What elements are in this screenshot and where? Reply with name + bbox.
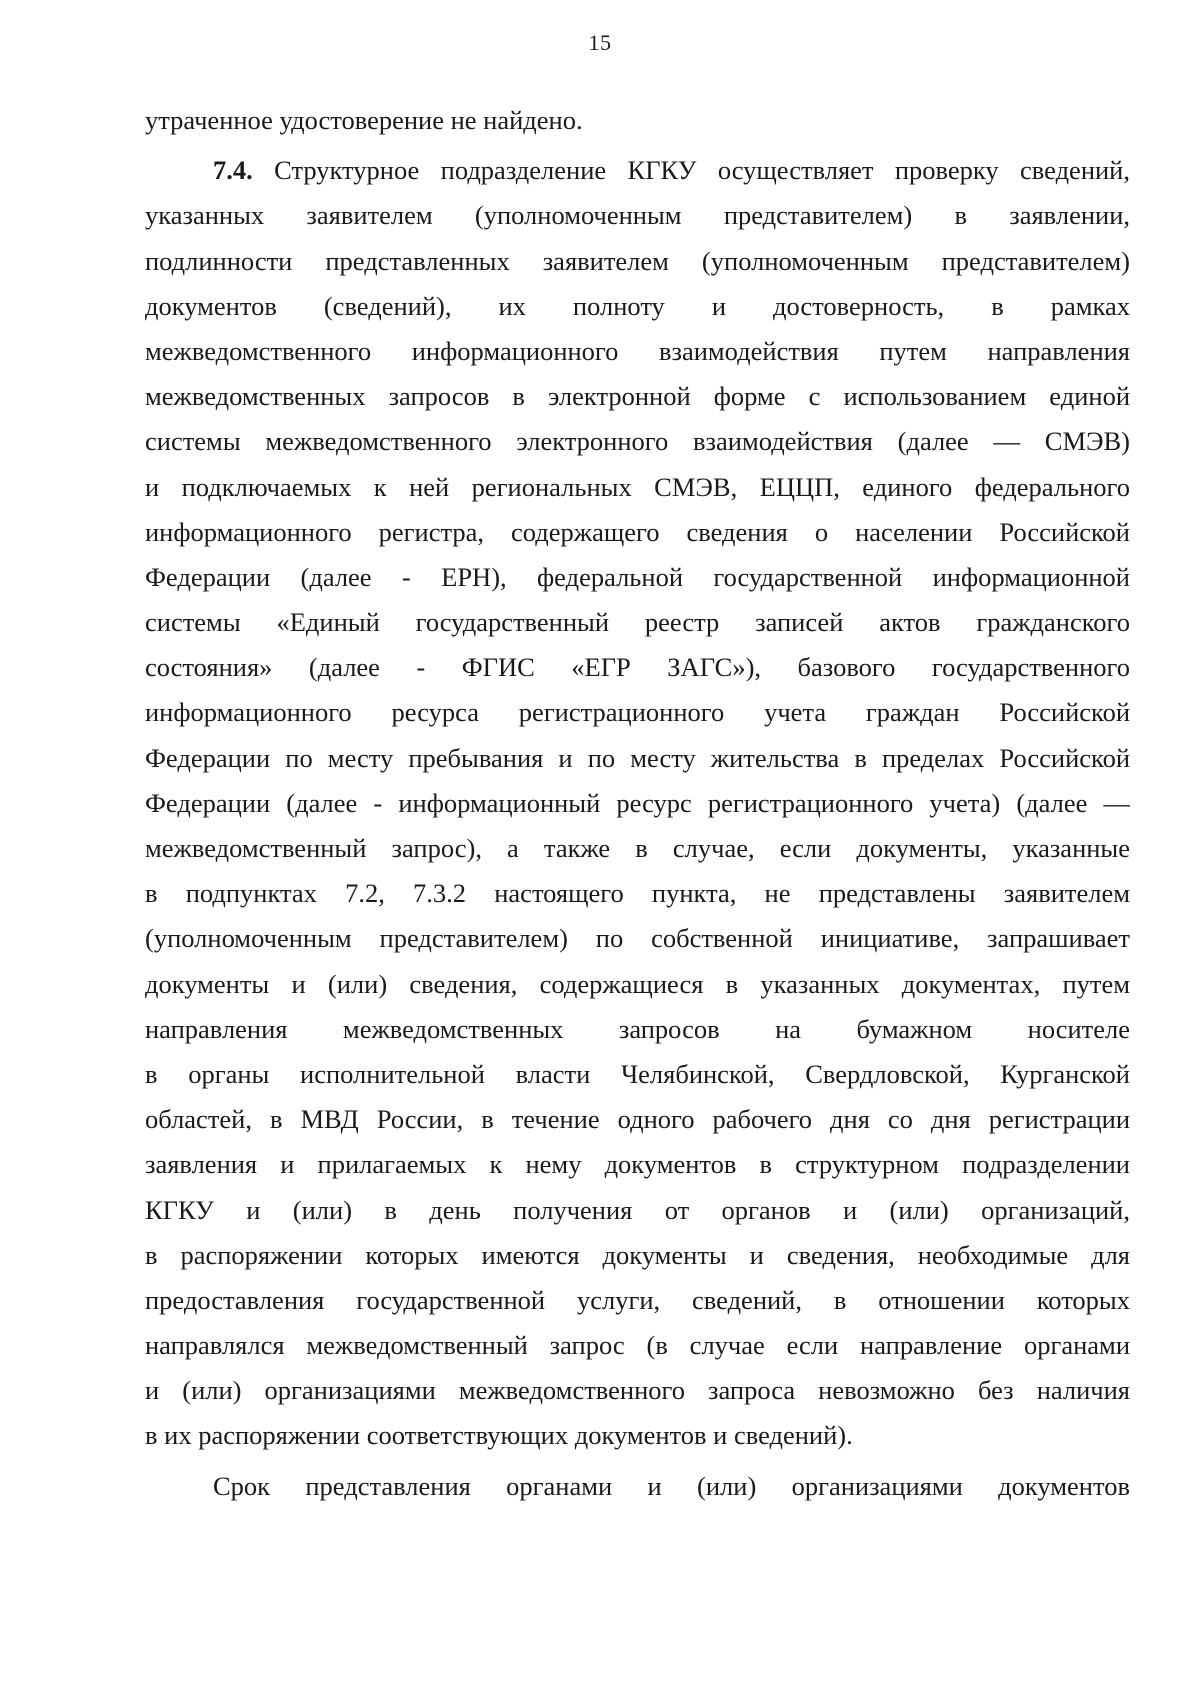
paragraph-last-line: в их распоряжении соответствующих документов и сведений). (145, 1420, 853, 1451)
paragraph-continuation-line: утраченное удостоверение не найдено. (145, 105, 583, 135)
paragraph-line: системы межведомственного электронного взаимодействия (далее — СМЭВ) (145, 426, 1130, 457)
paragraph-line: заявления и прилагаемых к нему документов в структурном подразделении (145, 1149, 1130, 1180)
paragraph-line: документов (сведений), их полноту и достоверность, в рамках (145, 290, 1130, 321)
paragraph-line: межведомственного информационного взаимодействия путем направления (145, 335, 1130, 366)
paragraph-line: направлялся межведомственный запрос (в случае если направление органами (145, 1330, 1130, 1361)
paragraph-line: состояния» (далее - ФГИС «ЕГР ЗАГС»), базового государственного (145, 652, 1130, 683)
paragraph-line: Федерации по месту пребывания и по месту жительства в пределах Российской (145, 742, 1130, 773)
paragraph-line: в подпунктах 7.2, 7.3.2 настоящего пункта, не представлены заявителем (145, 878, 1130, 909)
paragraph-text: Структурное подразделение КГКУ осуществляет проверку сведений, (252, 155, 1130, 186)
paragraph-line: в распоряжении которых имеются документы и сведения, необходимые для (145, 1239, 1130, 1270)
paragraph-next-first-line: Срок представления органами и (или) организациями документов (213, 1470, 1130, 1501)
paragraph-line: Федерации (далее - информационный ресурс регистрационного учета) (далее — (145, 787, 1130, 818)
paragraph-line: направления межведомственных запросов на бумажном носителе (145, 1013, 1130, 1044)
paragraph-line: областей, в МВД России, в течение одного рабочего дня со дня регистрации (145, 1104, 1130, 1135)
document-body (145, 98, 1130, 1509)
paragraph-line: информационного регистра, содержащего сведения о населении Российской (145, 516, 1130, 547)
paragraph-line: информационного ресурса регистрационного учета граждан Российской (145, 697, 1130, 728)
paragraph-line: указанных заявителем (уполномоченным представителем) в заявлении, (145, 200, 1130, 231)
paragraph-line: и (или) организациями межведомственного запроса невозможно без наличия (145, 1375, 1130, 1406)
paragraph-line: (уполномоченным представителем) по собственной инициативе, запрашивает (145, 923, 1130, 954)
item-number: 7.4. (213, 155, 253, 186)
paragraph-line: межведомственный запрос), а также в случае, если документы, указанные (145, 833, 1130, 863)
paragraph-line: в органы исполнительной власти Челябинской, Свердловской, Курганской (145, 1058, 1130, 1089)
paragraph-line: межведомственных запросов в электронной форме с использованием единой (145, 381, 1130, 412)
paragraph-line: и подключаемых к ней региональных СМЭВ, ЕЦЦП, единого федерального (145, 471, 1130, 502)
paragraph-line: подлинности представленных заявителем (уполномоченным представителем) (145, 245, 1130, 276)
page-number: 15 (588, 30, 612, 55)
paragraph-line: документы и (или) сведения, содержащиеся в указанных документах, путем (145, 968, 1130, 999)
paragraph-line: предоставления государственной услуги, сведений, в отношении которых (145, 1284, 1130, 1315)
paragraph-line: КГКУ и (или) в день получения от органов и (или) организаций, (145, 1194, 1130, 1225)
paragraph-line: системы «Единый государственный реестр записей актов гражданского (145, 607, 1130, 638)
paragraph-line: Федерации (далее - ЕРН), федеральной государственной информационной (145, 561, 1130, 592)
paragraph-7-4-first-line (145, 148, 1130, 193)
